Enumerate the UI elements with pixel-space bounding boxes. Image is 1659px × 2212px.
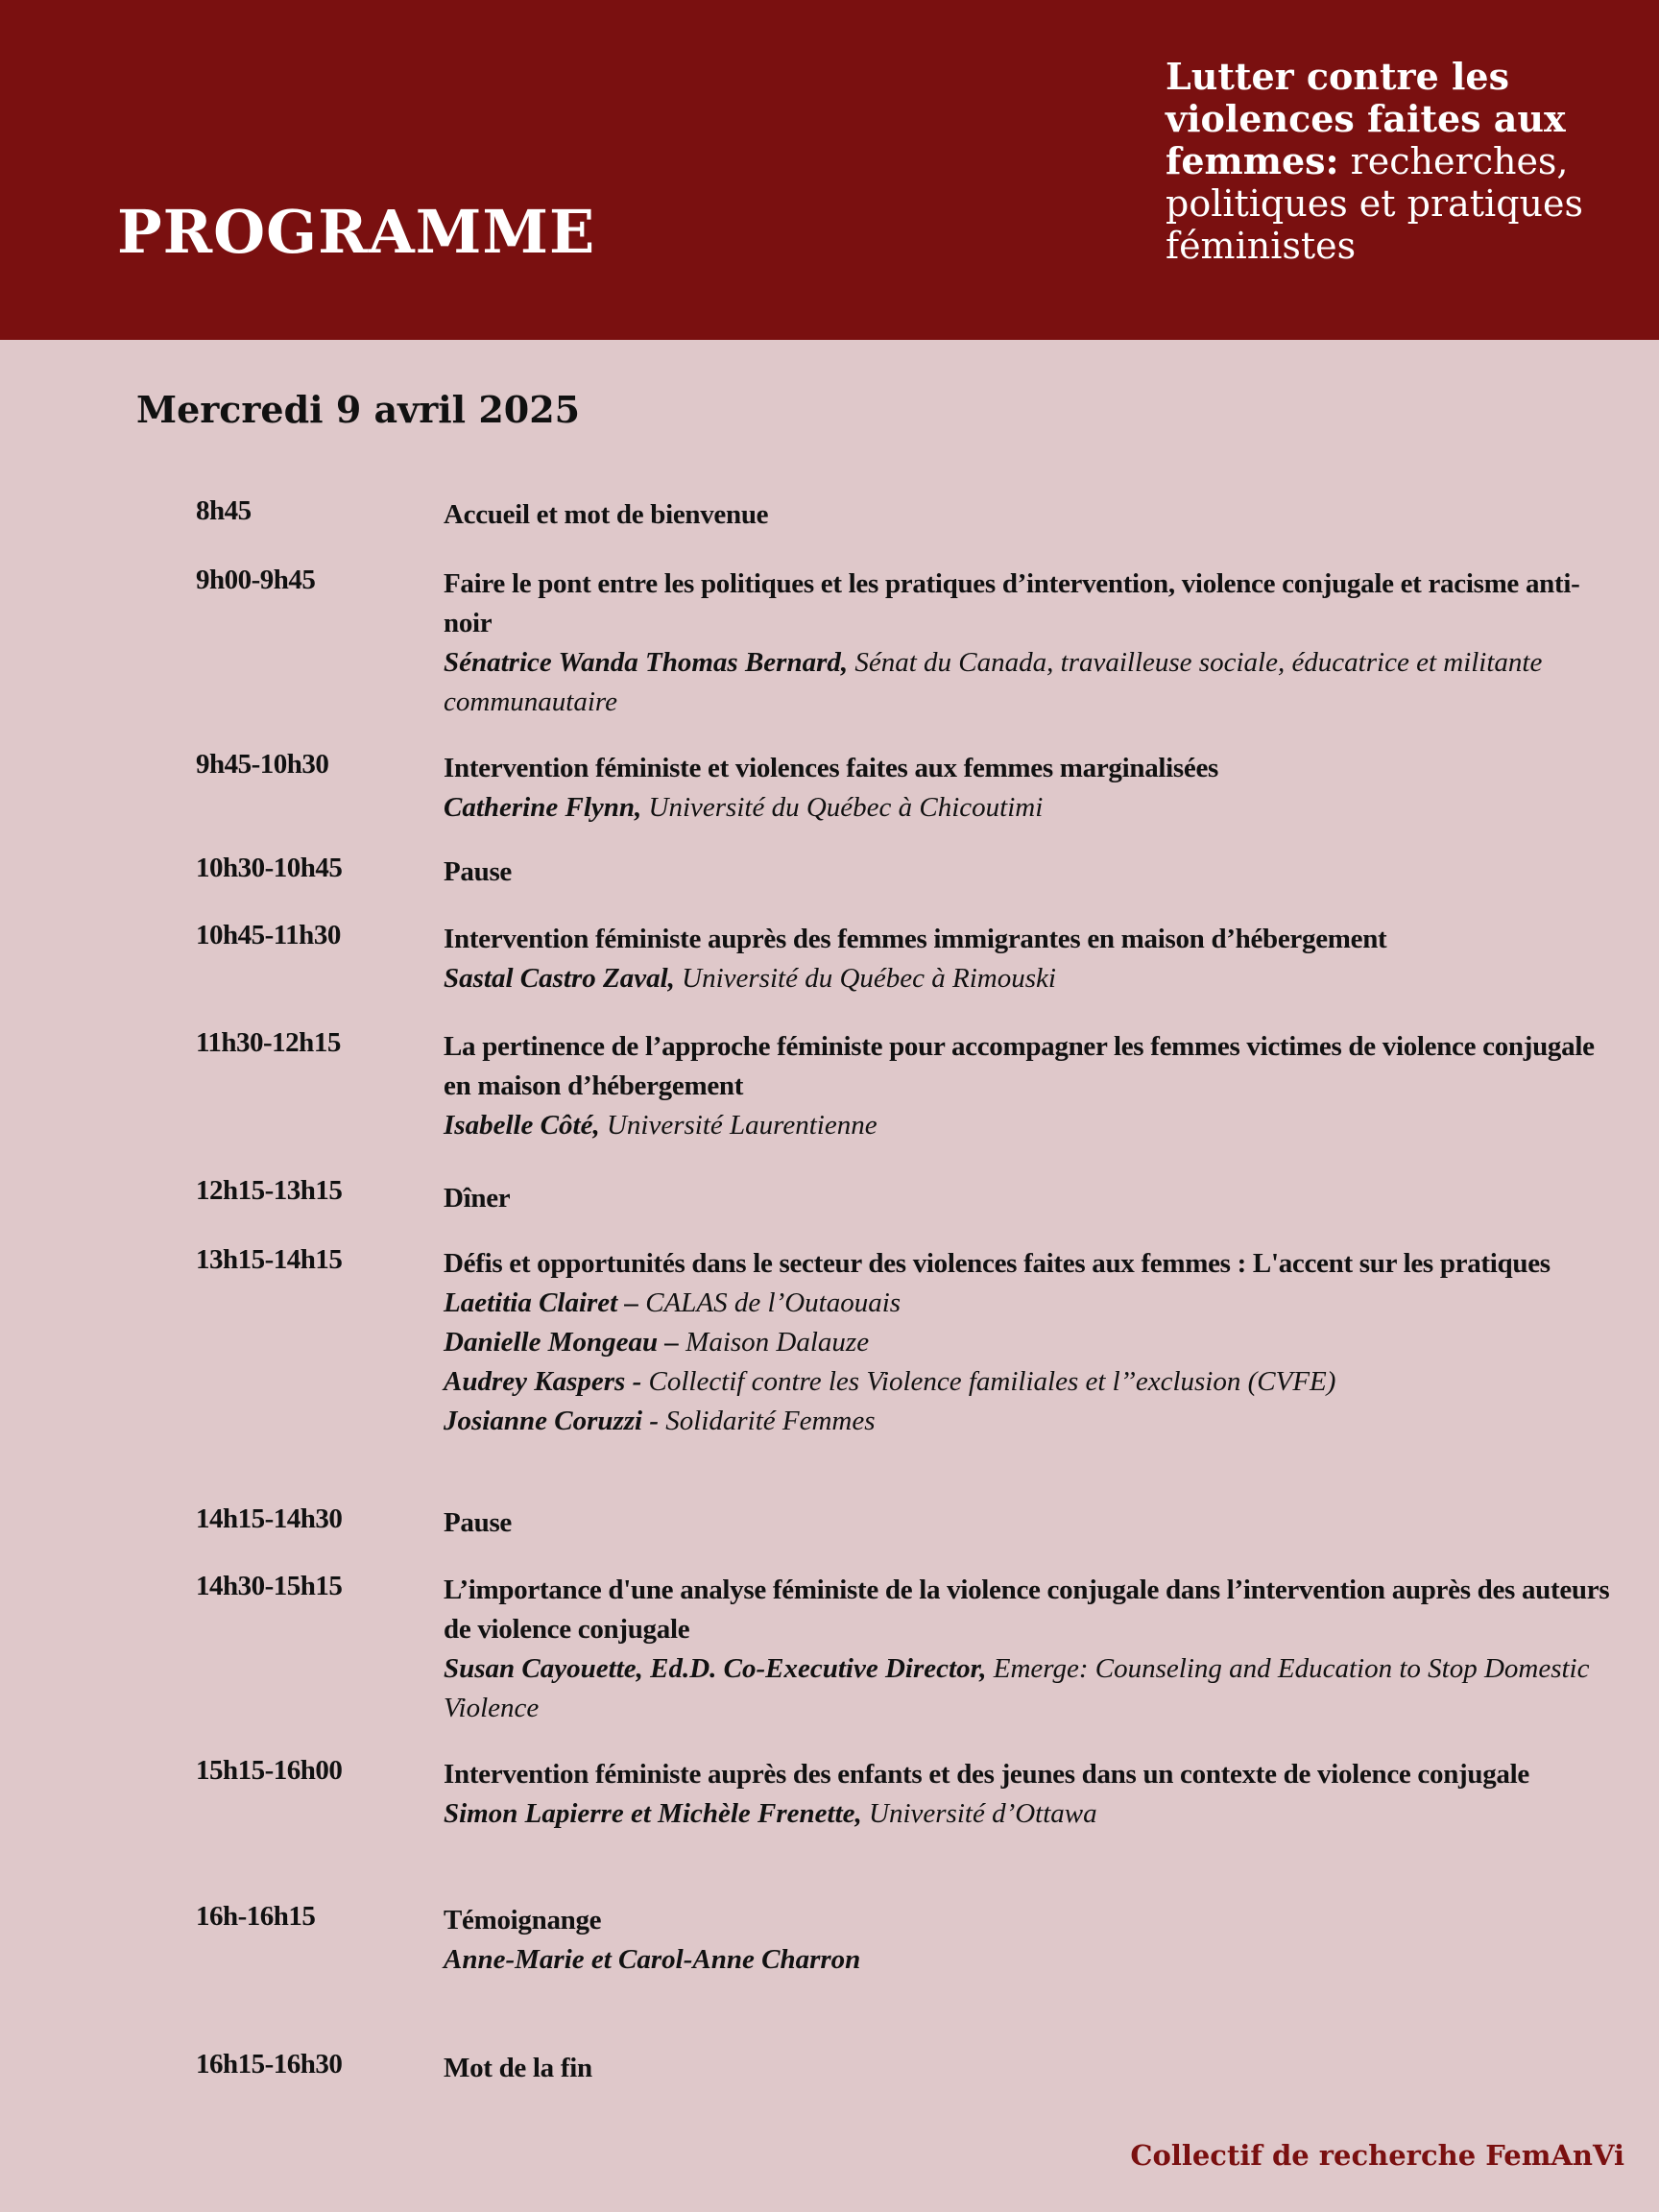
session-title: Dîner bbox=[444, 1183, 511, 1214]
speaker-name: Sastal Castro Zaval, bbox=[444, 963, 675, 994]
session-title: L’importance d'une analyse féministe de la violence conjugale dans l’intervention auprès des auteurs de violence conjugale bbox=[444, 1575, 1610, 1645]
session-title: Intervention féministe auprès des femmes immigrantes en maison d’hébergement bbox=[444, 924, 1387, 954]
speaker-affiliation: CALAS de l’Outaouais bbox=[638, 1287, 902, 1318]
schedule-time: 10h30-10h45 bbox=[196, 853, 343, 883]
speaker bbox=[444, 1284, 1624, 1323]
speaker bbox=[444, 1649, 1624, 1728]
speaker-name: Susan Cayouette, Ed.D. Co-Executive Director, bbox=[444, 1653, 987, 1684]
speaker bbox=[444, 1362, 1624, 1402]
schedule-time: 13h15-14h15 bbox=[196, 1244, 343, 1275]
speaker-name: Catherine Flynn, bbox=[444, 792, 642, 823]
speaker-name: Sénatrice Wanda Thomas Bernard, bbox=[444, 647, 849, 678]
speaker-name: Isabelle Côté, bbox=[444, 1110, 600, 1141]
schedule-content bbox=[444, 1027, 1624, 1145]
speaker-affiliation: Maison Dalauze bbox=[678, 1327, 870, 1358]
speaker-affiliation: Emerge: Counseling and Education to Stop Domestic Violence bbox=[444, 1653, 1590, 1723]
speaker bbox=[444, 788, 1624, 828]
speaker-name: Laetitia Clairet – bbox=[444, 1287, 638, 1318]
session-title: Pause bbox=[444, 856, 513, 887]
schedule-content bbox=[444, 1755, 1624, 1834]
speaker-affiliation: Collectif contre les Violence familiales et l’’exclusion (CVFE) bbox=[641, 1366, 1336, 1397]
speaker-affiliation: Solidarité Femmes bbox=[659, 1406, 876, 1436]
speaker-affiliation: Université Laurentienne bbox=[599, 1110, 878, 1141]
schedule-content bbox=[444, 1179, 1624, 1218]
event-subtitle-bold: Lutter contre les violences faites aux femmes: bbox=[1166, 55, 1566, 182]
speaker-name: Danielle Mongeau – bbox=[444, 1327, 679, 1358]
schedule-time: 8h45 bbox=[196, 495, 252, 526]
speaker bbox=[444, 1402, 1624, 1441]
session-title: Faire le pont entre les politiques et les pratiques d’intervention, violence conjugale et racisme anti-noir bbox=[444, 568, 1580, 638]
schedule-time: 14h15-14h30 bbox=[196, 1503, 343, 1534]
schedule-content bbox=[444, 495, 1624, 535]
session-title: Mot de la fin bbox=[444, 2053, 592, 2083]
day-heading: Mercredi 9 avril 2025 bbox=[136, 388, 581, 431]
schedule-content bbox=[444, 920, 1624, 998]
speaker bbox=[444, 643, 1624, 722]
footer-organization: Collectif de recherche FemAnVi bbox=[1130, 2139, 1624, 2172]
speaker-affiliation: Université d’Ottawa bbox=[861, 1798, 1097, 1829]
header-banner bbox=[0, 0, 1659, 340]
speaker-name: Anne-Marie et Carol-Anne Charron bbox=[444, 1944, 861, 1975]
speaker-affiliation: Université du Québec à Chicoutimi bbox=[641, 792, 1044, 823]
event-subtitle-rest: recherches, politiques et pratiques féministes bbox=[1166, 140, 1583, 267]
event-subtitle bbox=[1166, 56, 1646, 267]
schedule-time: 10h45-11h30 bbox=[196, 920, 341, 950]
speaker-name: Audrey Kaspers - bbox=[444, 1366, 642, 1397]
speaker-name: Simon Lapierre et Michèle Frenette, bbox=[444, 1798, 862, 1829]
speaker-name: Josianne Coruzzi - bbox=[444, 1406, 660, 1436]
session-title: Pause bbox=[444, 1507, 513, 1538]
schedule-content bbox=[444, 1244, 1624, 1441]
schedule-content bbox=[444, 853, 1624, 892]
session-title: Intervention féministe auprès des enfants et des jeunes dans un contexte de violence conjugale bbox=[444, 1759, 1529, 1790]
speaker bbox=[444, 1794, 1624, 1834]
schedule-time: 16h-16h15 bbox=[196, 1901, 316, 1932]
schedule-time: 14h30-15h15 bbox=[196, 1571, 343, 1601]
schedule-time: 16h15-16h30 bbox=[196, 2049, 343, 2080]
schedule-time: 15h15-16h00 bbox=[196, 1755, 343, 1786]
schedule-content bbox=[444, 2049, 1624, 2088]
session-title: La pertinence de l’approche féministe pour accompagner les femmes victimes de violence conjugale en maison d’hébergement bbox=[444, 1031, 1595, 1101]
schedule-content bbox=[444, 1571, 1624, 1728]
speaker bbox=[444, 1940, 1624, 1980]
schedule-time: 9h00-9h45 bbox=[196, 565, 316, 595]
speaker-affiliation: Université du Québec à Rimouski bbox=[674, 963, 1056, 994]
session-title: Défis et opportunités dans le secteur des violences faites aux femmes : L'accent sur les pratiques bbox=[444, 1248, 1551, 1279]
schedule-content bbox=[444, 1901, 1624, 1980]
speaker-affiliation: Sénat du Canada, travailleuse sociale, éducatrice et militante communautaire bbox=[444, 647, 1543, 717]
schedule-time: 12h15-13h15 bbox=[196, 1175, 343, 1206]
speaker bbox=[444, 1323, 1624, 1362]
session-title: Témoignange bbox=[444, 1905, 602, 1936]
speaker bbox=[444, 959, 1624, 998]
schedule-time: 11h30-12h15 bbox=[196, 1027, 341, 1058]
schedule-content bbox=[444, 1503, 1624, 1543]
session-title: Intervention féministe et violences faites aux femmes marginalisées bbox=[444, 753, 1219, 783]
page-title: PROGRAMME bbox=[117, 197, 596, 267]
schedule-time: 9h45-10h30 bbox=[196, 749, 329, 780]
schedule-content bbox=[444, 749, 1624, 828]
session-title: Accueil et mot de bienvenue bbox=[444, 499, 769, 530]
schedule-content bbox=[444, 565, 1624, 722]
speaker bbox=[444, 1106, 1624, 1145]
